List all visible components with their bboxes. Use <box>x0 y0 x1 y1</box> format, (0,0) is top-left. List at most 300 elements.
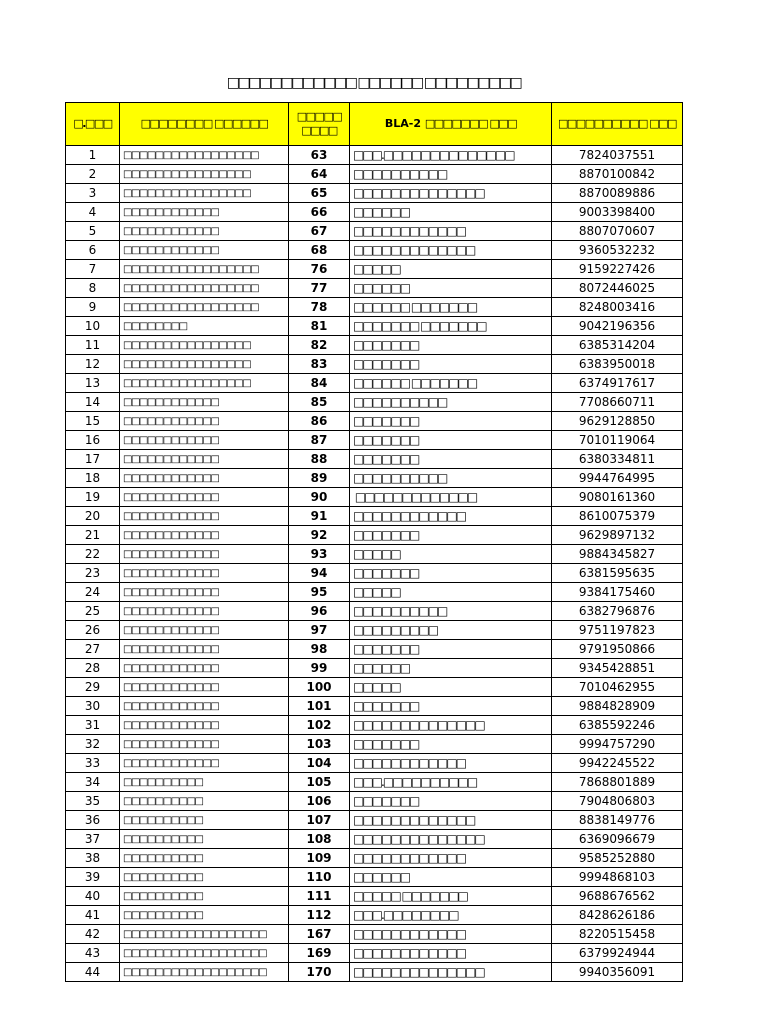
part-number-cell: 101 <box>289 697 350 716</box>
table-row <box>66 184 683 203</box>
name-cell-text: □□□□□□□□□□□□ <box>123 473 219 484</box>
serial-number-cell: 35 <box>66 792 120 811</box>
bla-name-cell-text: □□□□□□ <box>353 205 410 219</box>
name-cell-text: □□□□□□□□□□□□ <box>123 663 219 674</box>
phone-cell: 6369096679 <box>552 830 683 849</box>
serial-number-cell: 11 <box>66 336 120 355</box>
serial-number-cell: 8 <box>66 279 120 298</box>
phone-cell: 9940356091 <box>552 963 683 982</box>
phone-cell: 8807070607 <box>552 222 683 241</box>
bla-name-cell <box>350 507 552 526</box>
bla-name-cell-text: □□□□□□□□□□□□ <box>353 224 466 238</box>
header-bla-name <box>350 103 552 146</box>
serial-number-cell: 42 <box>66 925 120 944</box>
table-row <box>66 545 683 564</box>
bla-name-cell-text: □□□□□ <box>353 585 400 599</box>
serial-number-cell: 31 <box>66 716 120 735</box>
table-row <box>66 944 683 963</box>
bla-name-cell <box>350 678 552 697</box>
bla-name-cell <box>350 697 552 716</box>
serial-number-cell: 34 <box>66 773 120 792</box>
header-bla-prefix: BLA-2 <box>384 117 422 130</box>
name-cell <box>120 678 289 697</box>
part-number-cell: 76 <box>289 260 350 279</box>
header-phone <box>552 103 683 146</box>
bla-name-cell <box>350 260 552 279</box>
name-cell <box>120 906 289 925</box>
phone-cell: 9994868103 <box>552 868 683 887</box>
serial-number-cell: 29 <box>66 678 120 697</box>
phone-cell: 9042196356 <box>552 317 683 336</box>
bla-name-cell <box>350 146 552 165</box>
bla-name-cell <box>350 545 552 564</box>
table-row <box>66 716 683 735</box>
part-number-cell: 77 <box>289 279 350 298</box>
bla-name-cell-text: □□□□□□□ <box>353 794 419 808</box>
part-number-cell: 88 <box>289 450 350 469</box>
table-row <box>66 526 683 545</box>
part-number-cell: 108 <box>289 830 350 849</box>
serial-number-cell: 38 <box>66 849 120 868</box>
name-cell-text: □□□□□□□□□□□□ <box>123 606 219 617</box>
name-cell <box>120 659 289 678</box>
serial-number-cell: 1 <box>66 146 120 165</box>
table-row <box>66 412 683 431</box>
bla-name-cell-text: □□□□□□□□□□□□□□ <box>353 832 484 846</box>
part-number-cell: 104 <box>289 754 350 773</box>
name-cell <box>120 925 289 944</box>
bla-name-cell-text: □□□□□□ □□□□□□□ <box>353 300 477 314</box>
phone-cell: 6374917617 <box>552 374 683 393</box>
name-cell-text: □□□□□□□□□□□□ <box>123 682 219 693</box>
name-cell-text: □□□□□□□□□□ <box>123 910 203 921</box>
name-cell-text: □□□□□□□□□□ <box>123 777 203 788</box>
name-cell <box>120 279 289 298</box>
table-row <box>66 488 683 507</box>
name-cell-text: □□□□□□□□□□□□ <box>123 549 219 560</box>
serial-number-cell: 21 <box>66 526 120 545</box>
bla-name-cell <box>350 944 552 963</box>
serial-number-cell: 15 <box>66 412 120 431</box>
bla-name-cell <box>350 355 552 374</box>
phone-cell: 6385314204 <box>552 336 683 355</box>
name-cell <box>120 450 289 469</box>
phone-cell: 9944764995 <box>552 469 683 488</box>
name-cell <box>120 412 289 431</box>
part-number-cell: 66 <box>289 203 350 222</box>
name-cell-text: □□□□□□□□□□□□ <box>123 397 219 408</box>
name-cell-text: □□□□□□□□□□□□□□□□□ <box>123 150 259 161</box>
phone-cell: 9688676562 <box>552 887 683 906</box>
serial-number-cell: 20 <box>66 507 120 526</box>
part-number-cell: 81 <box>289 317 350 336</box>
table-row <box>66 868 683 887</box>
bla-name-cell-text: □□□□□□□ <box>353 737 419 751</box>
name-cell <box>120 165 289 184</box>
part-number-cell: 85 <box>289 393 350 412</box>
bla-name-cell <box>350 431 552 450</box>
table-row <box>66 963 683 982</box>
name-cell <box>120 792 289 811</box>
bla-name-cell-text: □□□□□□□□□□□□□ <box>353 243 475 257</box>
bla-name-cell-text: □□□□□□□□□□□□□□ <box>353 186 484 200</box>
bla-name-cell <box>350 203 552 222</box>
name-cell-text: □□□□□□□□□□□□ <box>123 454 219 465</box>
part-number-cell: 93 <box>289 545 350 564</box>
part-number-cell: 97 <box>289 621 350 640</box>
name-cell-text: □□□□□□□□□□□□ <box>123 568 219 579</box>
bla-name-cell-text: □□□□□□□ <box>353 642 419 656</box>
part-number-cell: 98 <box>289 640 350 659</box>
phone-cell: 8220515458 <box>552 925 683 944</box>
table-row <box>66 279 683 298</box>
name-cell <box>120 830 289 849</box>
bla-name-cell-text: □□□□□□□□□□□□ <box>353 927 466 941</box>
bla-name-cell-text: □□□□□□ □□□□□□□ <box>353 376 477 390</box>
serial-number-cell: 27 <box>66 640 120 659</box>
bla-name-cell-text: □□□□□□□□□□ <box>353 471 447 485</box>
table-row <box>66 602 683 621</box>
part-number-cell: 65 <box>289 184 350 203</box>
part-number-cell: 105 <box>289 773 350 792</box>
serial-number-cell: 4 <box>66 203 120 222</box>
phone-cell: 9884345827 <box>552 545 683 564</box>
bla-name-cell <box>350 849 552 868</box>
name-cell <box>120 203 289 222</box>
bla-name-cell-text: □□□□□ <box>353 262 400 276</box>
phone-cell: 9942245522 <box>552 754 683 773</box>
bla-name-cell <box>350 241 552 260</box>
bla-name-cell <box>350 773 552 792</box>
serial-number-cell: 26 <box>66 621 120 640</box>
bla-name-cell <box>350 963 552 982</box>
phone-cell: 9345428851 <box>552 659 683 678</box>
serial-number-cell: 40 <box>66 887 120 906</box>
phone-cell: 8610075379 <box>552 507 683 526</box>
name-cell-text: □□□□□□□□□□□□ <box>123 758 219 769</box>
name-cell <box>120 393 289 412</box>
name-cell <box>120 944 289 963</box>
part-number-cell: 87 <box>289 431 350 450</box>
phone-cell: 6379924944 <box>552 944 683 963</box>
name-cell-text: □□□□□□□□□□□□□□□□ <box>123 359 251 370</box>
name-cell <box>120 260 289 279</box>
phone-cell: 7868801889 <box>552 773 683 792</box>
name-cell-text: □□□□□□□□□□□□ <box>123 530 219 541</box>
header-row <box>66 103 683 146</box>
table-row <box>66 754 683 773</box>
name-cell-text: □□□□□□□□□□□□□□□□□□ <box>123 948 267 959</box>
bla-name-cell-text: □□□□□□□ □□□□□□□ <box>353 319 486 333</box>
bla-name-cell <box>350 621 552 640</box>
name-cell-text: □□□□□□□□□□ <box>123 815 203 826</box>
bla-name-cell <box>350 526 552 545</box>
bla-name-cell <box>350 317 552 336</box>
name-cell-text: □□□□□□□□□□ <box>123 853 203 864</box>
serial-number-cell: 12 <box>66 355 120 374</box>
name-cell-text: □□□□□□□□□□□□□□□□ <box>123 340 251 351</box>
table-row <box>66 336 683 355</box>
serial-number-cell: 43 <box>66 944 120 963</box>
serial-number-cell: 36 <box>66 811 120 830</box>
serial-number-cell: 10 <box>66 317 120 336</box>
bla-name-cell <box>350 868 552 887</box>
name-cell-text: □□□□□□□□□□□□ <box>123 644 219 655</box>
phone-cell: 8870100842 <box>552 165 683 184</box>
name-cell <box>120 336 289 355</box>
name-cell-text: □□□□□□□□□□□□ <box>123 416 219 427</box>
bla-name-cell-text: □□□□□□□□□□ <box>353 167 447 181</box>
phone-cell: 6380334811 <box>552 450 683 469</box>
part-number-cell: 83 <box>289 355 350 374</box>
name-cell <box>120 507 289 526</box>
bla-name-cell-text: □□□□□□□□□ <box>353 623 438 637</box>
bla-name-cell-text: □□□□□□ <box>353 661 410 675</box>
bla-name-cell <box>350 716 552 735</box>
part-number-cell: 78 <box>289 298 350 317</box>
name-cell <box>120 963 289 982</box>
header-name-label: □□□□□□□□ □□□□□□ <box>140 117 268 130</box>
page-title: □□□□□□□□□□□□ □□□□□□ □□□□□□□□□ <box>226 75 521 91</box>
bla-name-cell-text: □□□□□□□ <box>353 566 419 580</box>
header-phone-label: □□□□□□□□□□ □□□ <box>558 117 676 130</box>
name-cell <box>120 754 289 773</box>
name-cell <box>120 849 289 868</box>
part-number-cell: 86 <box>289 412 350 431</box>
name-cell <box>120 811 289 830</box>
serial-number-cell: 28 <box>66 659 120 678</box>
bla-name-cell-text: □□□□□□□□□□□□ <box>353 756 466 770</box>
name-cell <box>120 374 289 393</box>
name-cell-text: □□□□□□□□ <box>123 321 187 332</box>
table-row <box>66 564 683 583</box>
phone-cell: 9884828909 <box>552 697 683 716</box>
bla-name-cell <box>350 298 552 317</box>
table-row <box>66 203 683 222</box>
phone-cell: 9159227426 <box>552 260 683 279</box>
bla-name-cell <box>350 374 552 393</box>
phone-cell: 9994757290 <box>552 735 683 754</box>
phone-cell: 9791950866 <box>552 640 683 659</box>
phone-cell: 9629128850 <box>552 412 683 431</box>
part-number-cell: 89 <box>289 469 350 488</box>
bla-name-cell <box>350 925 552 944</box>
bla-name-cell-text: □□□□□□□ <box>353 528 419 542</box>
serial-number-cell: 41 <box>66 906 120 925</box>
part-number-cell: 167 <box>289 925 350 944</box>
part-number-cell: 170 <box>289 963 350 982</box>
phone-cell: 6382796876 <box>552 602 683 621</box>
name-cell <box>120 887 289 906</box>
table-row <box>66 849 683 868</box>
bla-name-cell <box>350 792 552 811</box>
name-cell <box>120 469 289 488</box>
phone-cell: 9003398400 <box>552 203 683 222</box>
table-row <box>66 678 683 697</box>
part-number-cell: 110 <box>289 868 350 887</box>
bla-name-cell-text: □□□□□□□□□□□□ <box>353 509 466 523</box>
part-number-cell: 99 <box>289 659 350 678</box>
bla-name-cell-text: □□□□□□ <box>353 870 410 884</box>
bla-name-cell-text: □□□□□□□□□□□□□ <box>353 813 475 827</box>
part-number-cell: 103 <box>289 735 350 754</box>
bla-name-cell <box>350 184 552 203</box>
name-cell-text: □□□□□□□□□□□□ <box>123 587 219 598</box>
name-cell <box>120 431 289 450</box>
bla-name-cell <box>350 393 552 412</box>
part-number-cell: 94 <box>289 564 350 583</box>
name-cell <box>120 583 289 602</box>
header-part-number-line1: □□□□□ <box>296 110 342 123</box>
part-number-cell: 64 <box>289 165 350 184</box>
serial-number-cell: 23 <box>66 564 120 583</box>
table-row <box>66 621 683 640</box>
name-cell <box>120 602 289 621</box>
part-number-cell: 169 <box>289 944 350 963</box>
bla-name-cell-text: □□□.□□□□□□□□□□□□□□ <box>353 148 514 162</box>
table-row <box>66 792 683 811</box>
serial-number-cell: 5 <box>66 222 120 241</box>
name-cell <box>120 355 289 374</box>
part-number-cell: 91 <box>289 507 350 526</box>
header-part-number <box>289 103 350 146</box>
name-cell-text: □□□□□□□□□□□□□□□□□ <box>123 302 259 313</box>
part-number-cell: 67 <box>289 222 350 241</box>
name-cell <box>120 526 289 545</box>
name-cell <box>120 621 289 640</box>
bla-name-cell-text: □□□□□□□□□□□□□ <box>353 490 477 504</box>
name-cell <box>120 564 289 583</box>
part-number-cell: 109 <box>289 849 350 868</box>
table-row <box>66 393 683 412</box>
table-row <box>66 887 683 906</box>
serial-number-cell: 22 <box>66 545 120 564</box>
table-row <box>66 659 683 678</box>
name-cell <box>120 545 289 564</box>
name-cell <box>120 184 289 203</box>
name-cell <box>120 298 289 317</box>
name-cell-text: □□□□□□□□□□□□□□□□□□ <box>123 929 267 940</box>
name-cell-text: □□□□□□□□□□□□ <box>123 245 219 256</box>
table-row <box>66 222 683 241</box>
serial-number-cell: 30 <box>66 697 120 716</box>
serial-number-cell: 24 <box>66 583 120 602</box>
table-header <box>66 103 683 146</box>
table-row <box>66 906 683 925</box>
name-cell-text: □□□□□□□□□□□□ <box>123 739 219 750</box>
bla-name-cell-text: □□□□□□□ <box>353 357 419 371</box>
bla-name-cell-text: □□□□□□□□□□ <box>353 604 447 618</box>
table-row <box>66 811 683 830</box>
phone-cell: 8870089886 <box>552 184 683 203</box>
part-number-cell: 96 <box>289 602 350 621</box>
bla-name-cell <box>350 887 552 906</box>
serial-number-cell: 18 <box>66 469 120 488</box>
bla-name-cell <box>350 906 552 925</box>
bla-name-cell <box>350 336 552 355</box>
serial-number-cell: 33 <box>66 754 120 773</box>
name-cell <box>120 773 289 792</box>
bla-name-cell-text: □□□□□ <box>353 547 400 561</box>
name-cell <box>120 868 289 887</box>
phone-cell: 8838149776 <box>552 811 683 830</box>
phone-cell: 7904806803 <box>552 792 683 811</box>
name-cell <box>120 488 289 507</box>
phone-cell: 7010462955 <box>552 678 683 697</box>
serial-number-cell: 19 <box>66 488 120 507</box>
bla-name-cell-text: □□□□□□□□□□□□□□ <box>353 965 484 979</box>
name-cell-text: □□□□□□□□□□□□ <box>123 207 219 218</box>
table-row <box>66 355 683 374</box>
name-cell-text: □□□□□□□□□□□□ <box>123 492 219 503</box>
serial-number-cell: 25 <box>66 602 120 621</box>
table-row <box>66 146 683 165</box>
phone-cell: 7010119064 <box>552 431 683 450</box>
name-cell <box>120 241 289 260</box>
table-row <box>66 697 683 716</box>
serial-number-cell: 16 <box>66 431 120 450</box>
phone-cell: 7824037551 <box>552 146 683 165</box>
name-cell <box>120 697 289 716</box>
bla-name-cell-text: □□□□□□□□□□□□ <box>353 946 466 960</box>
table-row <box>66 431 683 450</box>
bla-name-cell-text: □□□□□ <box>353 680 400 694</box>
table-row <box>66 583 683 602</box>
part-number-cell: 107 <box>289 811 350 830</box>
phone-cell: 6385592246 <box>552 716 683 735</box>
bla-name-cell-text: □□□□□□□ <box>353 433 419 447</box>
bla-name-cell <box>350 583 552 602</box>
bla-name-cell-text: □□□□□□□ <box>353 338 419 352</box>
name-cell-text: □□□□□□□□□□ <box>123 891 203 902</box>
serial-number-cell: 44 <box>66 963 120 982</box>
bla-name-cell <box>350 659 552 678</box>
bla-name-cell-text: □□□.□□□□□□□□ <box>353 908 458 922</box>
name-cell-text: □□□□□□□□□□□□□□□□□ <box>123 283 259 294</box>
serial-number-cell: 2 <box>66 165 120 184</box>
phone-cell: 9629897132 <box>552 526 683 545</box>
serial-number-cell: 13 <box>66 374 120 393</box>
table-row <box>66 640 683 659</box>
table-row <box>66 374 683 393</box>
bla-name-cell <box>350 640 552 659</box>
name-cell-text: □□□□□□□□□□□□ <box>123 625 219 636</box>
name-cell-text: □□□□□□□□□□□□ <box>123 511 219 522</box>
bla-name-cell <box>350 412 552 431</box>
part-number-cell: 106 <box>289 792 350 811</box>
name-cell <box>120 146 289 165</box>
bla-name-cell <box>350 222 552 241</box>
phone-cell: 9080161360 <box>552 488 683 507</box>
booth-agent-table <box>65 102 683 982</box>
bla-name-cell-text: □□□□□□□□□□□□□□ <box>353 718 484 732</box>
bla-name-cell <box>350 811 552 830</box>
serial-number-cell: 3 <box>66 184 120 203</box>
name-cell <box>120 317 289 336</box>
bla-name-cell <box>350 165 552 184</box>
header-part-number-line2: □□□□ <box>301 124 337 137</box>
header-serial-number <box>66 103 120 146</box>
bla-name-cell-text: □□□.□□□□□□□□□□ <box>353 775 477 789</box>
part-number-cell: 95 <box>289 583 350 602</box>
serial-number-cell: 7 <box>66 260 120 279</box>
table-row <box>66 450 683 469</box>
table-row <box>66 241 683 260</box>
name-cell <box>120 716 289 735</box>
bla-name-cell <box>350 564 552 583</box>
part-number-cell: 100 <box>289 678 350 697</box>
name-cell-text: □□□□□□□□□□□□□□□□□□ <box>123 967 267 978</box>
